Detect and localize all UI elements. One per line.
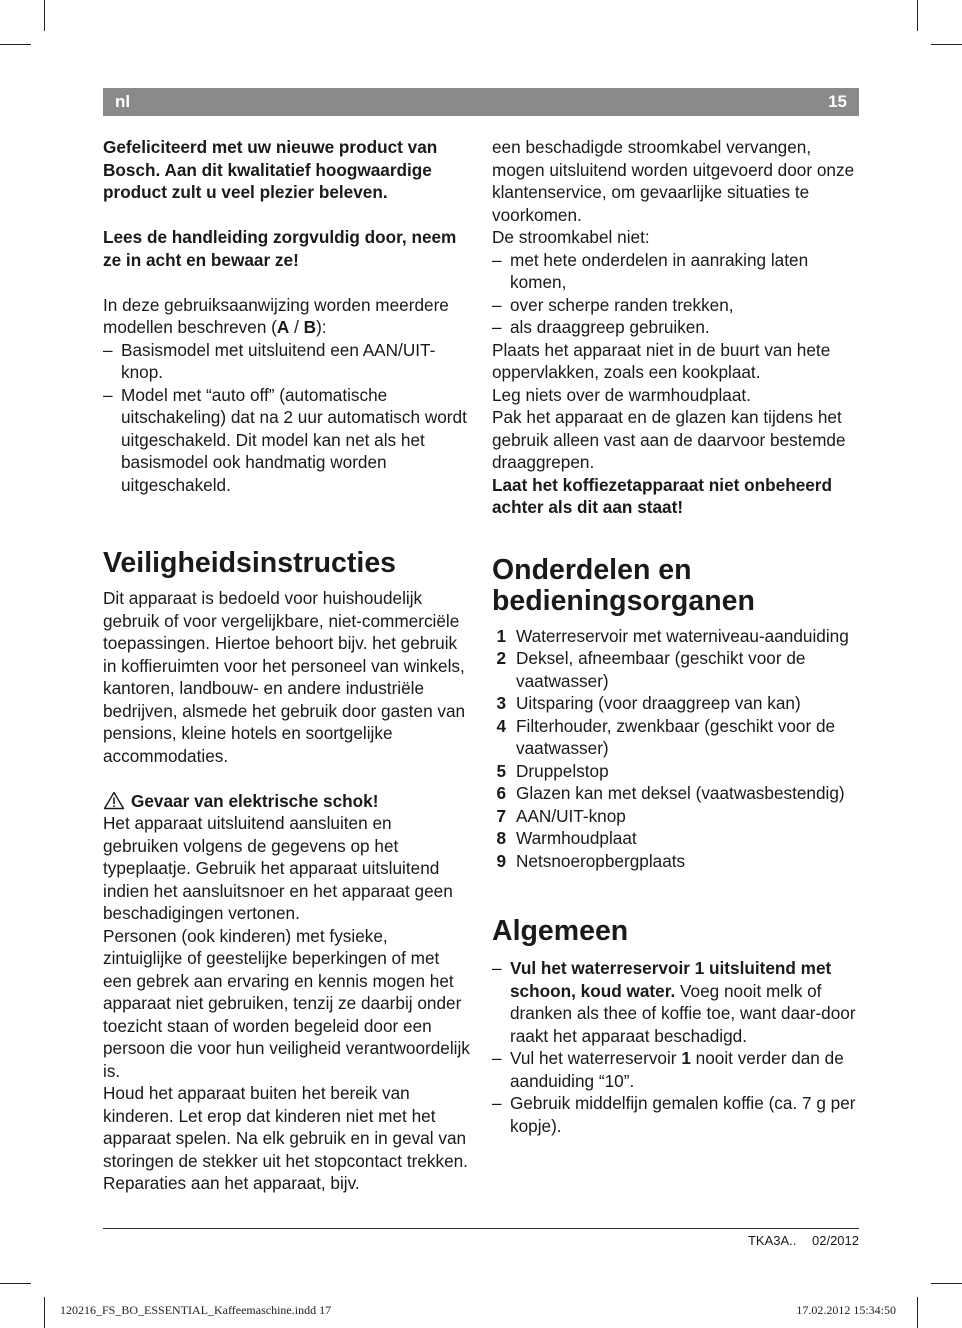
unattended-warning: Laat het koffiezetapparaat niet onbeheerd achter als dit aan staat! xyxy=(492,474,832,517)
footer-info xyxy=(736,1233,859,1248)
right-column xyxy=(492,136,860,1137)
intro-read-manual: Lees de handleiding zorgvuldig door, neem ze in acht en bewaar ze! xyxy=(103,227,457,270)
list-item: 6 Glazen kan met deksel (vaatwasbestendig) xyxy=(496,783,845,803)
list-item: 3 Uitsparing (voor draaggreep van kan) xyxy=(496,693,801,713)
footer-date: 02/2012 xyxy=(812,1233,859,1248)
footer-model: TKA3A.. xyxy=(747,1233,797,1248)
crop-mark xyxy=(917,0,918,31)
safety-heading: Veiligheidsinstructies xyxy=(103,547,397,579)
slug-timestamp: 17.02.2012 15:34:50 xyxy=(796,1303,896,1317)
intro-congrats: Gefeliciteerd met uw nieuwe product van Bosch. Aan dit kwalitatief hoogwaardige product zult u veel plezier beleven. xyxy=(103,137,438,202)
list-item: – met hete onderdelen in aanraking laten komen, xyxy=(492,249,809,292)
parts-list xyxy=(492,625,860,873)
warning-text-2: Personen (ook kinderen) met fysieke, zintuiglijke of geestelijke beperkingen of met een gebrek aan ervaring en kennis mogen het apparaat niet gebruiken, tenzij ze daarbij onder toezicht staan of worden begeleid door een persoon die voor hun veiligheid verantwoordelijk is. xyxy=(103,925,470,1081)
language-code: nl xyxy=(115,92,131,111)
safety-text: Dit apparaat is bedoeld voor huishoudelijk gebruik of voor vergelijkbare, niet-commerciële toepassingen. Hiertoe behoort bijv. het gebruik in koffieruimten voor het personeel van winkels, kantoren, landbouw- en andere industriële bedrijven, alsmede het gebruik door gasten van pensions, kleine hotels en soortgelijke accommodaties. xyxy=(103,588,466,766)
list-item: 1 Waterreservoir met waterniveau-aanduiding xyxy=(496,625,849,646)
models-intro: In deze gebruiksaanwijzing worden meerdere modellen beschreven (A / B): xyxy=(103,294,449,337)
cable-repair-text: een beschadigde stroomkabel vervangen, mogen uitsluitend worden uitgevoerd door onze klantenservice, om gevaarlijke situaties te voorkomen. xyxy=(492,137,855,225)
left-column xyxy=(103,136,471,1195)
crop-mark xyxy=(44,1297,45,1328)
warning-text-1: Het apparaat uitsluitend aansluiten en gebruiken volgens de gegevens op het typeplaatje. Gebruik het apparaat uitsluitend indien het aansluitsnoer en het apparaat geen beschadigingen vertonen. xyxy=(103,813,453,923)
page-number: 15 xyxy=(828,92,847,111)
cable-intro: De stroomkabel niet: xyxy=(492,227,650,247)
footer-rule xyxy=(103,1228,859,1229)
crop-mark xyxy=(0,1283,31,1284)
slug-filename: 120216_FS_BO_ESSENTIAL_Kaffeemaschine.indd 17 xyxy=(60,1303,332,1317)
parts-heading: Onderdelen en bedieningsorganen xyxy=(492,553,755,617)
crop-mark xyxy=(931,1283,962,1284)
crop-mark xyxy=(0,44,31,45)
list-item: – Basismodel met uitsluitend een AAN/UIT-knop. xyxy=(103,339,436,382)
list-item: 5 Druppelstop xyxy=(496,760,609,781)
crop-mark xyxy=(44,0,45,31)
list-item: 9 Netsnoeropbergplaats xyxy=(496,850,686,871)
list-item: 7 AAN/UIT-knop xyxy=(496,805,626,826)
crop-mark xyxy=(917,1297,918,1328)
warning-text-3: Houd het apparaat buiten het bereik van kinderen. Let erop dat kinderen niet met het apparaat spelen. Na elk gebruik en in geval van storingen de stekker uit het stopcontact trekken. Reparaties aan het apparaat, bijv. xyxy=(103,1083,468,1193)
crop-mark xyxy=(931,44,962,45)
list-item: – Model met “auto off” (automatische uitschakeling) dat na 2 uur automatisch wordt uitgeschakeld. Dit model kan net als het basismodel ook handmatig worden uitgeschakeld. xyxy=(103,384,467,495)
list-item: – Vul het waterreservoir 1 uitsluitend met schoon, koud water. Voeg nooit melk of dranken als thee of koffie toe, want daar-door raakt het apparaat beschadigd. xyxy=(492,958,856,1046)
placement-text-1: Plaats het apparaat niet in de buurt van hete oppervlakken, zoals een kookplaat. xyxy=(492,339,831,382)
list-item: 8 Warmhoudplaat xyxy=(496,828,637,848)
list-item: – als draaggreep gebruiken. xyxy=(492,317,710,337)
general-heading: Algemeen xyxy=(492,915,629,947)
list-item: – Gebruik middelfijn gemalen koffie (ca. 7 g per kopje). xyxy=(492,1093,856,1136)
list-item: 2 Deksel, afneembaar (geschikt voor de vaatwasser) xyxy=(496,648,806,691)
warning-title: Gevaar van elektrische schok! xyxy=(103,790,471,813)
warning-triangle-icon xyxy=(103,791,125,810)
list-item: – Vul het waterreservoir 1 nooit verder dan de aanduiding “10”. xyxy=(492,1048,844,1091)
placement-text-3: Pak het apparaat en de glazen kan tijdens het gebruik alleen vast aan de daarvoor bestemde draaggrepen. xyxy=(492,407,846,472)
placement-text-2: Leg niets over de warmhoudplaat. xyxy=(492,384,751,405)
page-header-bar xyxy=(103,88,859,116)
list-item: 4 Filterhouder, zwenkbaar (geschikt voor de vaatwasser) xyxy=(496,715,836,758)
list-item: – over scherpe randen trekken, xyxy=(492,294,734,315)
